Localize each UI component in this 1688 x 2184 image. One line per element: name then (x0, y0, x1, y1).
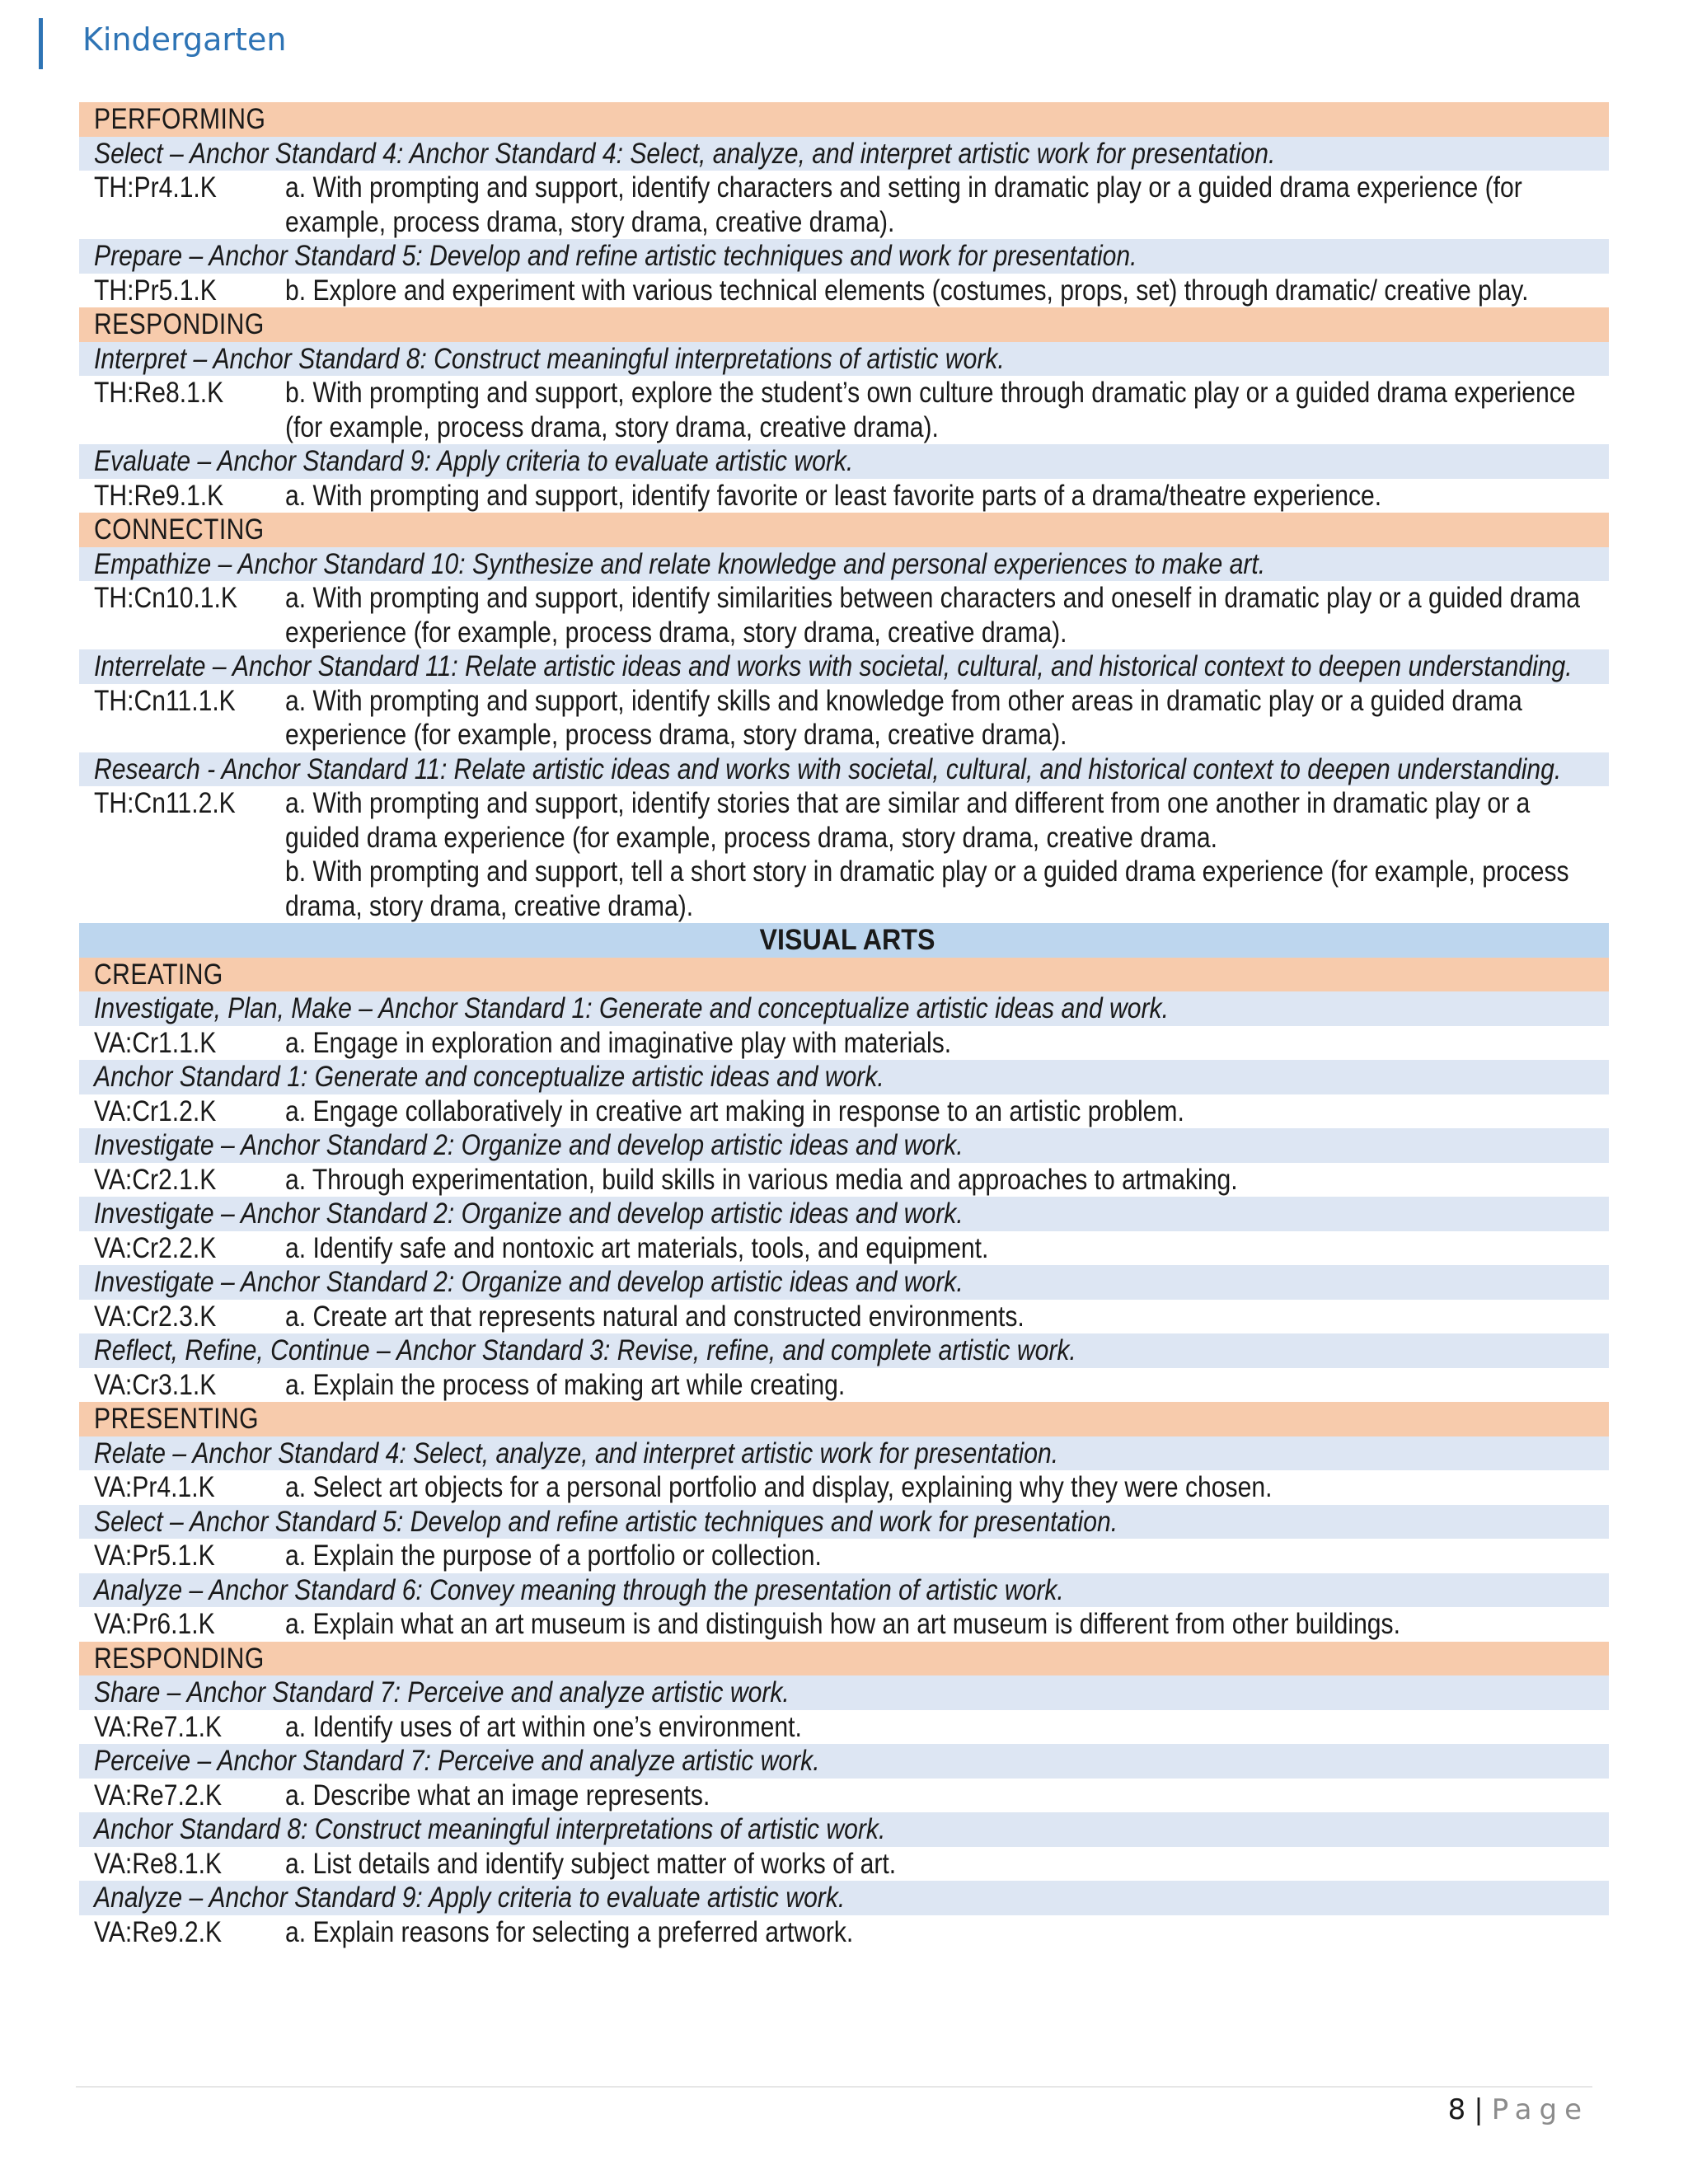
standard-row (79, 1779, 1609, 1813)
standard-row (79, 1163, 1609, 1197)
anchor-standard-row (79, 137, 1609, 171)
standard-description (285, 1026, 1601, 1061)
anchor-standard-row (79, 444, 1609, 479)
domain-heading (79, 958, 1609, 992)
standard-text: a. Through experimentation, build skills in various media and approaches to artmaking. (285, 1163, 1238, 1196)
standard-text: a. Explain reasons for selecting a preferred artwork. (285, 1915, 854, 1948)
standard-text: b. Explore and experiment with various technical elements (costumes, props, set) through dramatic/ creative play. (285, 274, 1529, 307)
subject-label: VISUAL ARTS (759, 924, 935, 956)
domain-label: RESPONDING (94, 1642, 265, 1675)
anchor-standard-text: Select – Anchor Standard 4: Anchor Standard 4: Select, analyze, and interpret artistic work for presentation. (94, 137, 1276, 170)
standard-text: a. Create art that represents natural and constructed environments. (285, 1300, 1025, 1333)
anchor-standard-row (79, 1505, 1609, 1540)
standard-row (79, 1710, 1609, 1745)
footer-separator: | (1474, 2093, 1484, 2126)
standard-text: a. With prompting and support, identify stories that are similar and different from one another in dramatic play or a guided drama experience (for example, process drama, story drama, creative drama. (285, 787, 1531, 854)
standard-code: TH:Cn11.1.K (94, 684, 236, 717)
standard-description (285, 1915, 1601, 1950)
standard-description (285, 786, 1601, 923)
page-number: 8 (1447, 2093, 1466, 2126)
standard-row (79, 274, 1609, 308)
standard-text: a. Engage collaboratively in creative art making in response to an artistic problem. (285, 1094, 1184, 1127)
standard-description (285, 581, 1601, 649)
standard-description (285, 1368, 1601, 1403)
anchor-standard-text: Research - Anchor Standard 11: Relate artistic ideas and works with societal, cultural, and historical context to deepen understanding. (94, 752, 1562, 785)
domain-heading (79, 513, 1609, 547)
standard-row (79, 786, 1609, 923)
standard-description (285, 171, 1601, 239)
standard-code: VA:Pr6.1.K (94, 1608, 215, 1640)
anchor-standard-row (79, 1573, 1609, 1608)
anchor-standard-text: Investigate, Plan, Make – Anchor Standard 1: Generate and conceptualize artistic ideas and work. (94, 992, 1169, 1024)
standard-text: a. With prompting and support, identify characters and setting in dramatic play or a guided drama experience (for example, process drama, story drama, creative drama). (285, 171, 1522, 238)
standard-code: TH:Re9.1.K (94, 479, 224, 512)
subject-heading (79, 923, 1609, 958)
domain-label: RESPONDING (94, 308, 265, 340)
standard-row (79, 1368, 1609, 1403)
anchor-standard-text: Relate – Anchor Standard 4: Select, analyze, and interpret artistic work for presentation. (94, 1436, 1059, 1469)
standard-description (285, 1847, 1601, 1882)
standard-description (285, 274, 1601, 308)
page-header-title: Kindergarten (82, 21, 287, 58)
standard-row (79, 1915, 1609, 1950)
standard-text: a. Describe what an image represents. (285, 1779, 710, 1811)
standard-code: VA:Pr5.1.K (94, 1540, 215, 1572)
standard-text: b. With prompting and support, explore the student’s own culture through dramatic play or a guided drama experience (for example, process drama, story drama, creative drama). (285, 377, 1576, 443)
domain-label: CREATING (94, 958, 223, 991)
standard-code: TH:Re8.1.K (94, 377, 224, 409)
standard-row (79, 376, 1609, 444)
anchor-standard-row (79, 547, 1609, 582)
standard-code: TH:Cn10.1.K (94, 582, 237, 614)
standard-code: VA:Re9.2.K (94, 1915, 223, 1948)
standard-text: a. Identify uses of art within one’s environment. (285, 1710, 802, 1743)
standard-row (79, 1607, 1609, 1642)
anchor-standard-row (79, 1675, 1609, 1710)
anchor-standard-text: Investigate – Anchor Standard 2: Organize and develop artistic ideas and work. (94, 1266, 964, 1298)
domain-heading (79, 1642, 1609, 1676)
standard-text: b. With prompting and support, tell a short story in dramatic play or a guided drama experience (for example, process drama, story drama, creative drama). (285, 855, 1569, 922)
standard-row (79, 1300, 1609, 1334)
anchor-standard-text: Investigate – Anchor Standard 2: Organize and develop artistic ideas and work. (94, 1197, 964, 1230)
standard-description (285, 1539, 1601, 1573)
standard-description (285, 1300, 1601, 1334)
anchor-standard-row (79, 752, 1609, 787)
anchor-standard-text: Analyze – Anchor Standard 6: Convey meaning through the presentation of artistic work. (94, 1573, 1064, 1606)
domain-label: CONNECTING (94, 513, 265, 546)
domain-heading (79, 102, 1609, 137)
anchor-standard-text: Perceive – Anchor Standard 7: Perceive and analyze artistic work. (94, 1745, 820, 1777)
anchor-standard-row (79, 1881, 1609, 1915)
standard-text: a. Select art objects for a personal portfolio and display, explaining why they were chosen. (285, 1471, 1273, 1503)
standard-code: VA:Cr2.1.K (94, 1163, 217, 1196)
standard-code: TH:Cn11.2.K (94, 787, 236, 819)
standard-text: a. With prompting and support, identify similarities between characters and oneself in dramatic play or a guided drama experience (for example, process drama, story drama, creative drama). (285, 582, 1581, 649)
standard-text: a. Explain the process of making art while creating. (285, 1368, 846, 1401)
standard-description (285, 1710, 1601, 1745)
header-accent-bar (39, 18, 287, 69)
anchor-standard-text: Prepare – Anchor Standard 5: Develop and refine artistic techniques and work for presentation. (94, 240, 1137, 272)
standard-description (285, 1163, 1601, 1197)
standard-row (79, 1026, 1609, 1061)
anchor-standard-row (79, 1436, 1609, 1471)
anchor-standard-text: Interrelate – Anchor Standard 11: Relate artistic ideas and works with societal, cultural, and historical context to deepen understanding. (94, 650, 1573, 682)
anchor-standard-text: Investigate – Anchor Standard 2: Organize and develop artistic ideas and work. (94, 1129, 964, 1161)
standard-code: TH:Pr4.1.K (94, 171, 217, 204)
standard-row (79, 1231, 1609, 1266)
standard-text: a. List details and identify subject matter of works of art. (285, 1847, 897, 1880)
standard-row (79, 1470, 1609, 1505)
anchor-standard-row (79, 1265, 1609, 1300)
standard-code: VA:Cr2.2.K (94, 1231, 217, 1264)
anchor-standard-row (79, 1197, 1609, 1231)
standard-code: VA:Cr3.1.K (94, 1368, 217, 1401)
standard-text: a. Explain the purpose of a portfolio or collection. (285, 1540, 822, 1572)
standard-description (285, 1779, 1601, 1813)
anchor-standard-row (79, 239, 1609, 274)
anchor-standard-row (79, 1812, 1609, 1847)
standards-table (79, 102, 1609, 1949)
domain-heading (79, 307, 1609, 342)
standard-text: a. With prompting and support, identify favorite or least favorite parts of a drama/theatre experience. (285, 479, 1382, 512)
standard-description (285, 479, 1601, 513)
page-footer (1448, 2093, 1589, 2126)
anchor-standard-text: Evaluate – Anchor Standard 9: Apply criteria to evaluate artistic work. (94, 445, 854, 477)
domain-label: PRESENTING (94, 1403, 259, 1435)
anchor-standard-text: Anchor Standard 1: Generate and conceptualize artistic ideas and work. (94, 1061, 884, 1093)
standard-text: a. With prompting and support, identify skills and knowledge from other areas in dramatic play or a guided drama experience (for example, process drama, story drama, creative drama). (285, 684, 1522, 751)
anchor-standard-row (79, 1128, 1609, 1163)
anchor-standard-text: Anchor Standard 8: Construct meaningful interpretations of artistic work. (94, 1813, 886, 1845)
standard-code: VA:Re7.1.K (94, 1710, 223, 1743)
anchor-standard-row (79, 1333, 1609, 1368)
domain-label: PERFORMING (94, 103, 266, 135)
anchor-standard-text: Select – Anchor Standard 5: Develop and refine artistic techniques and work for presentation. (94, 1505, 1118, 1538)
standard-row (79, 581, 1609, 649)
anchor-standard-text: Reflect, Refine, Continue – Anchor Standard 3: Revise, refine, and complete artistic work. (94, 1334, 1076, 1366)
standard-code: VA:Cr1.2.K (94, 1094, 217, 1127)
standard-description (285, 1470, 1601, 1505)
anchor-standard-row (79, 1744, 1609, 1779)
domain-heading (79, 1402, 1609, 1436)
standard-description (285, 1607, 1601, 1642)
anchor-standard-text: Analyze – Anchor Standard 9: Apply criteria to evaluate artistic work. (94, 1882, 846, 1914)
anchor-standard-text: Empathize – Anchor Standard 10: Synthesize and relate knowledge and personal experiences to make art. (94, 547, 1266, 580)
standard-description (285, 684, 1601, 752)
standard-row (79, 171, 1609, 239)
standard-row (79, 1094, 1609, 1129)
page-label: Page (1491, 2093, 1589, 2126)
standard-row (79, 1539, 1609, 1573)
standard-text: a. Identify safe and nontoxic art materials, tools, and equipment. (285, 1231, 989, 1264)
standard-row (79, 479, 1609, 513)
standard-text: a. Explain what an art museum is and distinguish how an art museum is different from other buildings. (285, 1608, 1400, 1640)
anchor-standard-row (79, 649, 1609, 684)
standard-code: VA:Re8.1.K (94, 1847, 223, 1880)
standard-code: TH:Pr5.1.K (94, 274, 217, 307)
standard-code: VA:Cr2.3.K (94, 1300, 217, 1333)
standard-text: a. Engage in exploration and imaginative play with materials. (285, 1026, 952, 1059)
footer-divider (76, 2086, 1592, 2088)
anchor-standard-row (79, 991, 1609, 1026)
standard-code: VA:Cr1.1.K (94, 1026, 217, 1059)
standard-description (285, 1094, 1601, 1129)
anchor-standard-row (79, 342, 1609, 377)
standard-row (79, 684, 1609, 752)
anchor-standard-row (79, 1060, 1609, 1094)
standard-code: VA:Pr4.1.K (94, 1471, 215, 1503)
anchor-standard-text: Share – Anchor Standard 7: Perceive and analyze artistic work. (94, 1676, 790, 1708)
standard-row (79, 1847, 1609, 1882)
standard-code: VA:Re7.2.K (94, 1779, 223, 1811)
standard-description (285, 376, 1601, 444)
standard-description (285, 1231, 1601, 1266)
anchor-standard-text: Interpret – Anchor Standard 8: Construct meaningful interpretations of artistic work. (94, 342, 1005, 375)
